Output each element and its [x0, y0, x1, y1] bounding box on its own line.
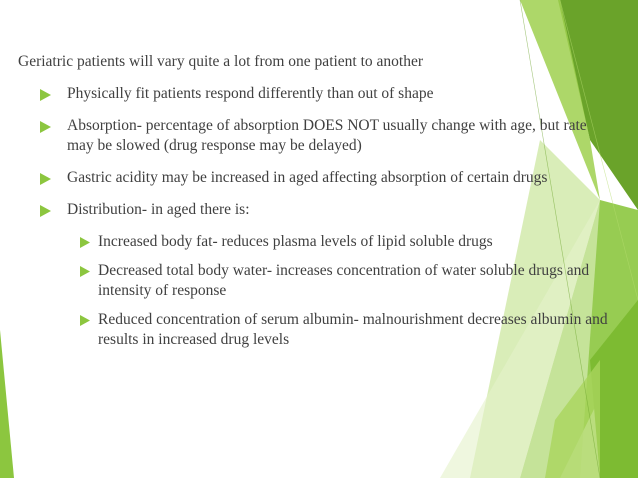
- sub-bullet-text: Decreased total body water- increases concentration of water soluble drugs and intensity of response: [98, 262, 590, 299]
- bullet-item: [67, 116, 598, 156]
- bullet-item: [67, 84, 598, 104]
- left-edge-facet: [0, 330, 14, 478]
- sub-bullet-text: Increased body fat- reduces plasma levels of lipid soluble drugs: [98, 233, 493, 250]
- right-triangle-icon: [80, 315, 90, 326]
- sub-bullet-text: Reduced concentration of serum albumin- malnourishment decreases albumin and results in increased drug levels: [98, 311, 608, 348]
- sub-bullet-item: [98, 232, 598, 252]
- bullet-text: Gastric acidity may be increased in aged affecting absorption of certain drugs: [67, 169, 548, 186]
- bullet-item: [67, 200, 598, 220]
- sub-bullet-item: [98, 310, 608, 350]
- right-triangle-icon: [80, 237, 90, 248]
- intro-text: Geriatric patients will vary quite a lot from one patient to another: [18, 53, 424, 70]
- right-triangle-icon: [40, 89, 51, 101]
- bullet-text: Absorption- percentage of absorption DOES NOT usually change with age, but rate may be slowed (drug response may be delayed): [67, 117, 587, 154]
- right-triangle-icon: [40, 173, 51, 185]
- sub-bullet-item: [98, 261, 598, 301]
- slide-content: [18, 52, 608, 359]
- right-triangle-icon: [40, 205, 51, 217]
- bullet-text: Distribution- in aged there is:: [67, 201, 250, 218]
- bullet-item: [67, 168, 598, 188]
- right-triangle-icon: [80, 266, 90, 277]
- bullet-text: Physically fit patients respond differently than out of shape: [67, 85, 434, 102]
- right-triangle-icon: [40, 121, 51, 133]
